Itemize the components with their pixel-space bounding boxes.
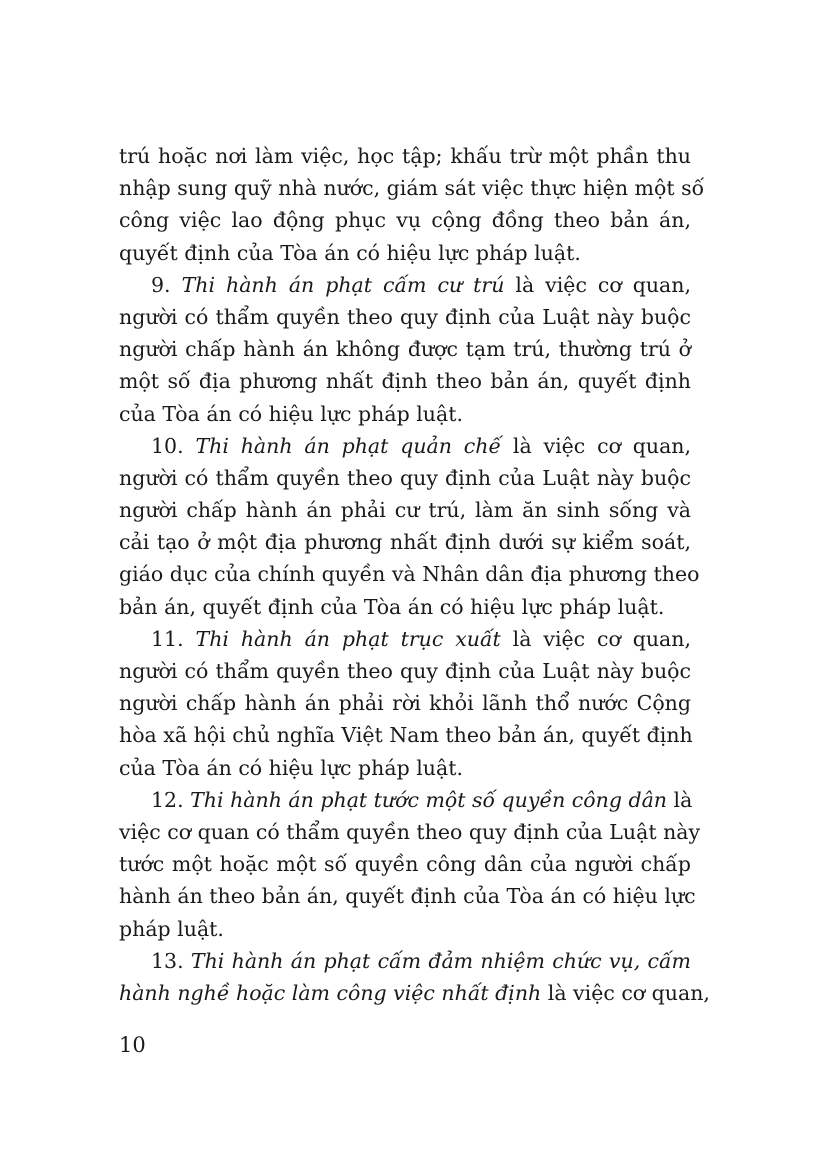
clause-number: 10. bbox=[151, 433, 196, 458]
clause-10-heading-line bbox=[119, 430, 691, 462]
text-line: người chấp hành án không được tạm trú, thường trú ở bbox=[119, 337, 691, 362]
text-line: người có thẩm quyền theo quy định của Luật này buộc bbox=[119, 304, 691, 329]
text-line: hành án theo bản án, quyết định của Tòa án có hiệu lực bbox=[119, 884, 696, 909]
text-line: cải tạo ở một địa phương nhất định dưới sự kiểm soát, bbox=[119, 530, 691, 555]
clause-term: Thi hành án phạt trục xuất bbox=[195, 626, 501, 651]
text-line: người có thẩm quyền theo quy định của Luật này buộc bbox=[119, 659, 691, 683]
clause-text: là việc cơ quan, bbox=[500, 626, 692, 651]
text-line: của Tòa án có hiệu lực pháp luật. bbox=[119, 401, 463, 426]
clause-term: Thi hành án phạt quản chế bbox=[195, 433, 502, 458]
text-line: người chấp hành án phải rời khỏi lãnh thổ nước Cộng bbox=[119, 691, 691, 716]
clause-term: Thi hành án phạt cấm cư trú bbox=[181, 272, 505, 297]
body-text bbox=[119, 140, 710, 1009]
text-line: của Tòa án có hiệu lực pháp luật. bbox=[119, 755, 463, 780]
text-line: nhập sung quỹ nhà nước, giám sát việc thực hiện một số bbox=[119, 176, 705, 201]
clause-text: là việc cơ quan, bbox=[504, 272, 691, 297]
clause-number: 12. bbox=[151, 787, 191, 812]
clause-number: 11. bbox=[151, 626, 196, 651]
text-line: việc cơ quan có thẩm quyền theo quy định của Luật này bbox=[119, 819, 701, 844]
clause-term: Thi hành án phạt tước một số quyền công dân bbox=[190, 787, 668, 812]
clause-text: là việc cơ quan, bbox=[541, 980, 710, 1005]
clause-number: 13. bbox=[151, 948, 191, 973]
clause-term: Thi hành án phạt cấm đảm nhiệm chức vụ, cấm bbox=[190, 948, 691, 973]
text-line: người chấp hành án phải cư trú, làm ăn sinh sống và bbox=[119, 498, 691, 523]
clause-number: 9. bbox=[151, 272, 182, 297]
text-line: pháp luật. bbox=[119, 916, 224, 941]
clause-term: hành nghề hoặc làm công việc nhất định bbox=[119, 980, 542, 1005]
text-line: bản án, quyết định của Tòa án có hiệu lực pháp luật. bbox=[119, 594, 665, 619]
text-line: tước một hoặc một số quyền công dân của người chấp bbox=[119, 852, 691, 877]
text-line: người có thẩm quyền theo quy định của Luật này buộc bbox=[119, 465, 691, 490]
clause-13-continuation-line bbox=[119, 977, 710, 1009]
text-line: hòa xã hội chủ nghĩa Việt Nam theo bản án, quyết định bbox=[119, 723, 693, 748]
text-line: quyết định của Tòa án có hiệu lực pháp luật. bbox=[119, 240, 581, 265]
clause-11-heading-line bbox=[119, 623, 691, 655]
clause-9-heading-line bbox=[119, 269, 691, 301]
page-number: 10 bbox=[119, 1033, 146, 1057]
clause-13-heading-line bbox=[119, 945, 691, 977]
text-line: giáo dục của chính quyền và Nhân dân địa phương theo bbox=[119, 562, 700, 587]
clause-12-heading-line bbox=[119, 784, 691, 816]
text-line: công việc lao động phục vụ cộng đồng theo bản án, bbox=[119, 208, 691, 233]
text-line: một số địa phương nhất định theo bản án, quyết định bbox=[119, 369, 691, 394]
clause-text: là bbox=[667, 787, 693, 812]
text-line: trú hoặc nơi làm việc, học tập; khấu trừ một phần thu bbox=[119, 144, 691, 168]
clause-text: là việc cơ quan, bbox=[501, 433, 692, 458]
